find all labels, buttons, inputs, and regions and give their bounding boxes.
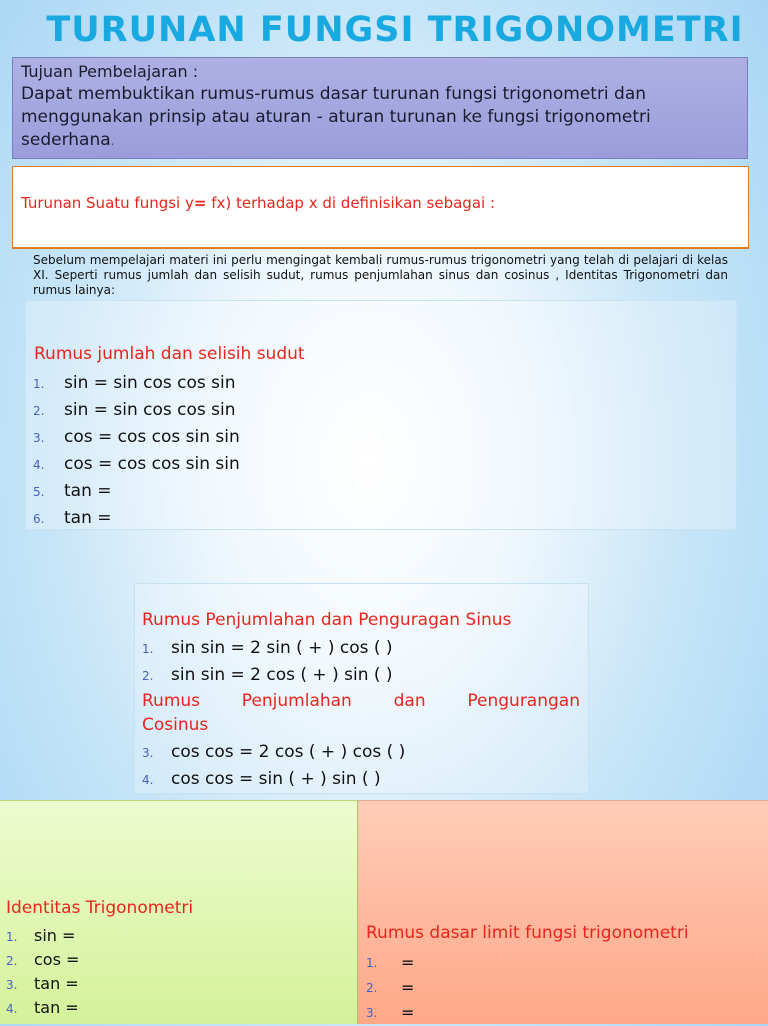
list-item — [142, 662, 562, 689]
list-number: 5. — [33, 485, 45, 499]
list-item — [33, 424, 433, 451]
formula-text: cos cos = 2 cos ( + ) cos ( ) — [171, 742, 406, 762]
list-item — [33, 370, 433, 397]
formula-text: sin sin = 2 cos ( + ) sin ( ) — [171, 665, 393, 685]
sine-sums-heading: Rumus Penjumlahan dan Penguragan Sinus — [142, 610, 512, 630]
sine-sums-list — [142, 635, 562, 689]
list-number: 2. — [6, 954, 18, 968]
list-item — [33, 397, 433, 424]
list-item — [366, 1000, 666, 1025]
list-item — [33, 451, 433, 478]
learning-goal-box — [12, 57, 748, 159]
list-number: 2. — [366, 981, 378, 995]
formula-text: cos = cos cos sin sin — [64, 427, 240, 447]
formula-text: sin = — [34, 926, 76, 945]
intro-paragraph: Sebelum mempelajari materi ini perlu mengingat kembali rumus-rumus trigonometri yang telah di pelajari di kelas XI. Seperti rumus jumlah dan selisih sudut, rumus penjumlahan sinus dan cosinus , Identitas Trigonometri dan rumus lainya: — [33, 253, 728, 297]
formula-text: = — [401, 953, 415, 972]
page-title: TURUNAN FUNGSI TRIGONOMETRI — [46, 10, 744, 50]
limits-list — [366, 950, 666, 1025]
list-item — [6, 972, 306, 996]
identities-list — [6, 924, 306, 1020]
formula-text: tan = — [34, 974, 79, 993]
list-number: 1. — [366, 956, 378, 970]
list-item — [6, 996, 306, 1020]
list-item — [6, 924, 306, 948]
formula-text: sin = sin cos cos sin — [64, 400, 236, 420]
formula-text: sin = sin cos cos sin — [64, 373, 236, 393]
formula-text: cos cos = sin ( + ) sin ( ) — [171, 769, 381, 789]
list-number: 3. — [366, 1006, 378, 1020]
identities-heading: Identitas Trigonometri — [6, 898, 194, 918]
limits-heading: Rumus dasar limit fungsi trigonometri — [366, 923, 689, 943]
list-number: 4. — [142, 773, 154, 787]
list-number: 4. — [33, 458, 45, 472]
list-item — [366, 950, 666, 975]
cosine-sums-list — [142, 739, 562, 793]
sum-diff-list — [33, 370, 433, 532]
cosine-sums-heading: Rumus Penjumlahan dan Pengurangan — [142, 691, 580, 711]
list-item — [366, 975, 666, 1000]
list-number: 2. — [33, 404, 45, 418]
formula-text: tan = — [64, 481, 112, 501]
list-item — [33, 505, 433, 532]
formula-text: cos = — [34, 950, 80, 969]
sum-diff-heading: Rumus jumlah dan selisih sudut — [34, 344, 305, 364]
list-item — [33, 478, 433, 505]
list-number: 4. — [6, 1002, 18, 1016]
definition-box — [12, 166, 749, 249]
learning-goal-body: Dapat membuktikan rumus-rumus dasar turunan fungsi trigonometri dan menggunakan prinsip atau aturan - aturan turunan ke fungsi trigonometri sederhana. — [21, 84, 651, 150]
formula-text: = — [401, 978, 415, 997]
list-number: 3. — [6, 978, 18, 992]
formula-text: tan = — [34, 998, 79, 1017]
list-number: 2. — [142, 669, 154, 683]
definition-equals: = — [193, 194, 207, 212]
formula-text: sin sin = 2 sin ( + ) cos ( ) — [171, 638, 393, 658]
list-number: 1. — [142, 642, 154, 656]
learning-goal-heading: Tujuan Pembelajaran : — [21, 62, 199, 81]
list-item — [142, 739, 562, 766]
list-number: 3. — [33, 431, 45, 445]
list-number: 6. — [33, 512, 45, 526]
formula-text: = — [401, 1003, 415, 1022]
list-item — [142, 766, 562, 793]
formula-text: cos = cos cos sin sin — [64, 454, 240, 474]
cosine-sums-heading-cont: Cosinus — [142, 715, 209, 735]
definition-text-before: Turunan Suatu fungsi y — [21, 194, 194, 212]
list-number: 1. — [33, 377, 45, 391]
formula-text: tan = — [64, 508, 112, 528]
learning-goal-period: . — [110, 134, 115, 148]
list-item — [6, 948, 306, 972]
definition-text-after: fx) terhadap x di definisikan sebagai : — [206, 194, 496, 212]
list-item — [142, 635, 562, 662]
list-number: 1. — [6, 930, 18, 944]
list-number: 3. — [142, 746, 154, 760]
